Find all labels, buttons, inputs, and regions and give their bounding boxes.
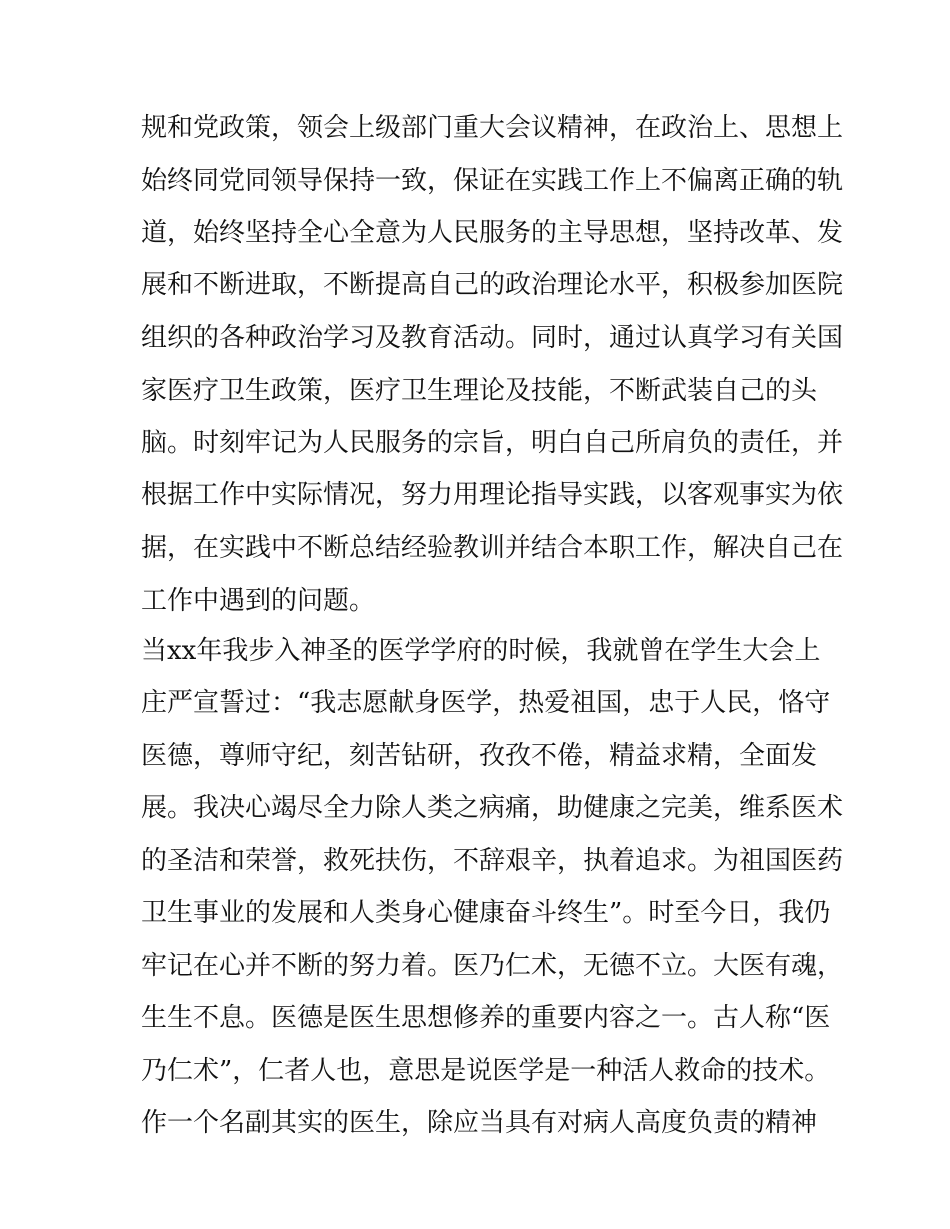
text-line: 卫生事业的发展和人类身心健康奋斗终生”。时至今日，我仍: [141, 898, 831, 928]
text-line: 生生不息。医德是医生思想修养的重要内容之一。古人称“医: [141, 1003, 831, 1033]
text-line: 工作中遇到的问题。: [141, 586, 376, 616]
text-line: 根据工作中实际情况，努力用理论指导实践，以客观事实为依: [141, 480, 844, 510]
text-line: 乃仁术”，仁者人也，意思是说医学是一种活人救命的技术。: [141, 1056, 831, 1086]
paragraph-start-line: 当xx年我步入神圣的医学学府的时候，我就曾在学生大会上: [141, 636, 821, 666]
text-line: 展和不断进取，不断提高自己的政治理论水平，积极参加医院: [141, 270, 844, 300]
text-line: 规和党政策，领会上级部门重大会议精神，在政治上、思想上: [141, 113, 844, 143]
text-line: 牢记在心并不断的努力着。医乃仁术，无德不立。大医有魂，: [141, 951, 844, 981]
text-line: 据，在实践中不断总结经验教训并结合本职工作，解决自己在: [141, 533, 844, 563]
text-line: 道，始终坚持全心全意为人民服务的主导思想，坚持改革、发: [141, 218, 844, 248]
text-line: 家医疗卫生政策，医疗卫生理论及技能，不断武装自己的头: [141, 376, 818, 406]
text-line: 展。我决心竭尽全力除人类之病痛，助健康之完美，维系医术: [141, 793, 844, 823]
text-line: 的圣洁和荣誉，救死扶伤，不辞艰辛，执着追求。为祖国医药: [141, 846, 844, 876]
text-line: 始终同党同领导保持一致，保证在实践工作上不偏离正确的轨: [141, 166, 844, 196]
text-line: 脑。时刻牢记为人民服务的宗旨，明白自己所肩负的责任，并: [141, 428, 844, 458]
text-line: 作一个名副其实的医生，除应当具有对病人高度负责的精神: [141, 1108, 818, 1138]
text-line: 庄严宣誓过：“我志愿献身医学，热爱祖国，忠于人民，恪守: [141, 688, 831, 718]
text-line: 组织的各种政治学习及教育活动。同时，通过认真学习有关国: [141, 323, 844, 353]
text-line: 医德，尊师守纪，刻苦钻研，孜孜不倦，精益求精，全面发: [141, 741, 818, 771]
